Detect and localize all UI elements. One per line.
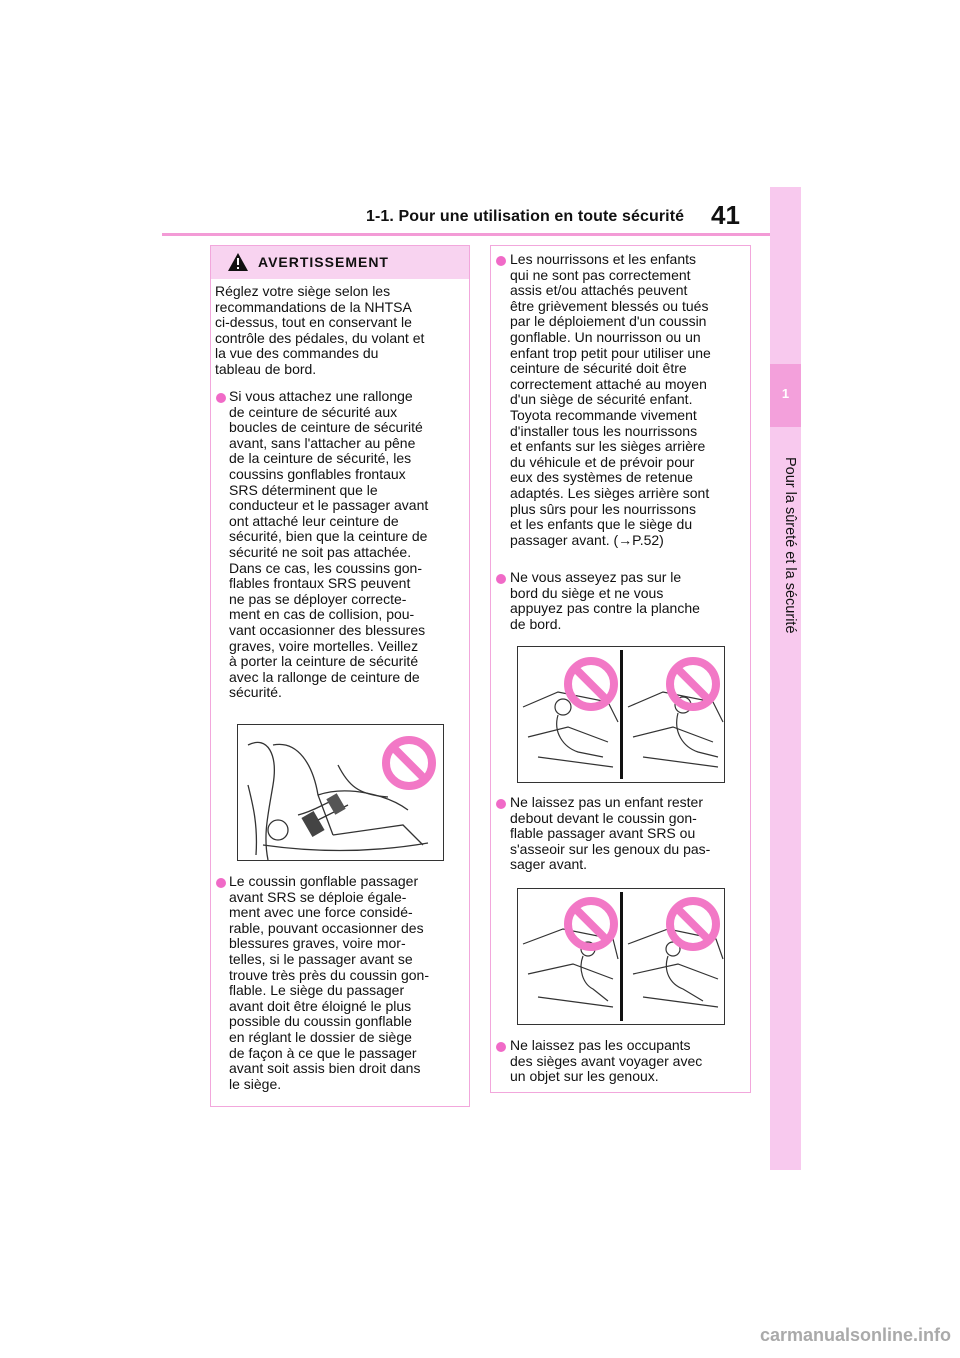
prohibited-icon (564, 897, 618, 951)
prohibited-icon (666, 657, 720, 711)
chapter-side-tab (770, 187, 801, 1170)
watermark: carmanualsonline.info (760, 1325, 952, 1345)
page-header (366, 200, 766, 234)
warning-intro-text: Réglez votre siège selon les recommandations de la NHTSA ci-dessus, tout en conservant le contrôle des pédales, du volant et la vue des commandes du tableau de bord. (215, 283, 425, 377)
bullet-dot (216, 878, 226, 888)
chapter-label: Pour la sûreté et la sécurité (782, 457, 798, 634)
chapter-number: 1 (781, 386, 790, 401)
illustration-divider (620, 650, 623, 779)
airbag-distance-text: Le coussin gonflable passager avant SRS se déploie égale- ment avec une force considé- rable, pouvant occasionner des blessures graves, voire mor- telles, si le passager avant se trouve très près du coussin gon- flable. Le siège du passager avant doit être éloigné le plus possible du coussin gonflable en réglant le dossier de siège de façon à ce que le passager avant soit assis bien droit dans le siège. (229, 873, 429, 1092)
seat-edge-text: Ne vous asseyez pas sur le bord du siège et ne vous appuyez pas contre la planche de bord. (510, 569, 700, 632)
objects-on-lap-text: Ne laissez pas les occupants des sièges avant voyager avec un objet sur les genoux. (510, 1037, 703, 1085)
seatbelt-extender-text: Si vous attachez une rallonge de ceinture de sécurité aux boucles de ceinture de sécurité avant, sans l'attacher au pêne de la ceinture de sécurité, les coussins gonflables frontaux SRS déterminent que le conducteur et le passager avant ont attaché leur ceinture de sécurité, bien que la ceinture de sécurité ne soit pas attachée. Dans ce cas, les coussins gon- flables frontaux SRS peuvent ne pas se déployer correcte- ment en cas de collision, pou- vant occasionner des blessures graves, voire mortelles. Veillez à porter la ceinture de sécurité avec la rallonge de ceinture de sécurité. (229, 388, 429, 701)
warning-title: AVERTISSEMENT (258, 254, 389, 270)
page-number: 41 (711, 200, 740, 230)
bullet-dot (496, 1042, 506, 1052)
child-seating-text: Les nourrissons et les enfants qui ne sont pas correctement assis et/ou attachés peuvent être grièvement blessés ou tués par le déploiement d'un coussin gonflable. Un nourrisson ou un enfant trop petit pour utiliser une ceinture de sécurité doit être correctement attaché au moyen d'un siège de sécurité enfant. Toyota recommande vivement d'installer tous les nourrissons et enfants sur les sièges arrière du véhicule et de prévoir pour eux des systèmes de retenue adaptés. Les sièges arrière sont plus sûrs pour les nourrissons et les enfants que le siège du passager avant. (→P.52) (510, 251, 711, 548)
warning-box-right (490, 245, 751, 1093)
warning-box-left (210, 245, 470, 1107)
standing-child-illustration (517, 888, 725, 1025)
illustration-divider (620, 892, 623, 1021)
bullet-dot (496, 574, 506, 584)
header-rule (162, 233, 770, 236)
section-title: 1-1. Pour une utilisation en toute sécurité (366, 208, 685, 225)
seatbelt-extender-illustration (237, 724, 444, 861)
seat-edge-illustration (517, 646, 725, 783)
prohibited-icon (666, 897, 720, 951)
prohibited-icon (564, 657, 618, 711)
bullet-dot (216, 393, 226, 403)
warning-triangle-icon (227, 252, 249, 272)
prohibited-icon (382, 736, 436, 790)
standing-child-text: Ne laissez pas un enfant rester debout devant le coussin gon- flable passager avant SRS ou s'asseoir sur les genoux du pas- sager avant. (510, 794, 711, 873)
bullet-dot (496, 799, 506, 809)
warning-header (211, 246, 469, 279)
bullet-dot (496, 256, 506, 266)
